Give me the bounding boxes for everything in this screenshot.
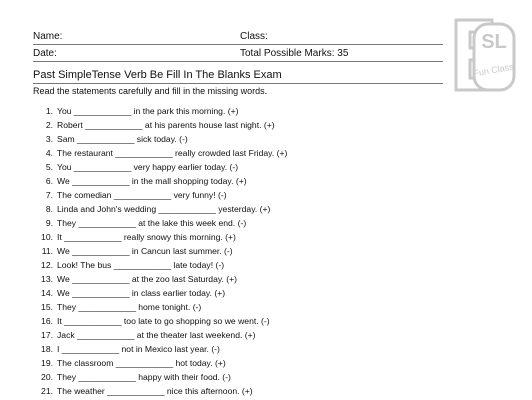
question-text: We ____________ at the zoo last Saturday. (+) <box>57 274 238 284</box>
question-item <box>31 272 451 286</box>
question-text: The weather ____________ nice this afternoon. (+) <box>57 386 253 396</box>
question-number: 9. <box>45 218 53 228</box>
question-item <box>31 314 451 328</box>
question-text: We ____________ in the mall shopping today. (+) <box>57 176 247 186</box>
question-text: Sam ____________ sick today. (-) <box>57 134 188 144</box>
question-text: The restaurant ____________ really crowded last Friday. (+) <box>57 148 288 158</box>
question-item <box>31 300 451 314</box>
question-item <box>31 328 451 342</box>
question-text: Robert ____________ at his parents house last night. (+) <box>57 120 275 130</box>
question-number: 2. <box>45 120 53 130</box>
instructions: Read the statements carefully and fill in the missing words. <box>33 86 268 96</box>
question-item <box>31 146 451 160</box>
date-label: Date: <box>33 48 57 59</box>
question-item <box>31 202 451 216</box>
question-text: The comedian ____________ very funny! (-) <box>57 190 227 200</box>
question-number: 17. <box>41 330 53 340</box>
question-number: 15. <box>41 302 53 312</box>
question-item <box>31 384 451 398</box>
question-number: 18. <box>41 344 53 354</box>
question-item <box>31 216 451 230</box>
question-number: 5. <box>45 162 53 172</box>
question-item <box>31 356 451 370</box>
question-item <box>31 342 451 356</box>
question-text: Jack ____________ at the theater last weekend. (+) <box>57 330 256 340</box>
logo-text-bottom: Fun Class <box>472 61 515 79</box>
question-number: 8. <box>45 204 53 214</box>
question-number: 21. <box>41 386 53 396</box>
question-number: 10. <box>41 232 53 242</box>
question-item <box>31 118 451 132</box>
question-text: Linda and John's wedding ____________ yesterday. (+) <box>57 204 271 214</box>
exam-title-row <box>33 67 443 84</box>
question-text: They ____________ happy with their food. (-) <box>57 372 231 382</box>
question-number: 1. <box>45 106 53 116</box>
question-number: 4. <box>45 148 53 158</box>
question-text: They ____________ at the lake this week end. (-) <box>57 218 247 228</box>
question-item <box>31 188 451 202</box>
question-text: It ____________ too late to go shopping so we went. (-) <box>57 316 270 326</box>
name-label: Name: <box>33 31 63 42</box>
question-item <box>31 286 451 300</box>
question-number: 12. <box>41 260 53 270</box>
question-item <box>31 258 451 272</box>
question-number: 11. <box>41 246 53 256</box>
question-text: The classroom ____________ hot today. (+) <box>57 358 226 368</box>
question-item <box>31 160 451 174</box>
question-item <box>31 230 451 244</box>
logo-text-top: SL <box>481 31 507 53</box>
question-text: They ____________ home tonight. (-) <box>57 302 202 312</box>
question-number: 6. <box>45 176 53 186</box>
question-item <box>31 370 451 384</box>
date-marks-row <box>33 47 443 62</box>
question-number: 13. <box>41 274 53 284</box>
question-text: I ____________ not in Mexico last year. (-) <box>57 344 220 354</box>
question-number: 20. <box>41 372 53 382</box>
question-number: 7. <box>45 190 53 200</box>
question-item <box>31 132 451 146</box>
question-text: You ____________ in the park this morning. (+) <box>57 106 239 116</box>
question-number: 14. <box>41 288 53 298</box>
question-number: 19. <box>41 358 53 368</box>
question-text: Look! The bus ____________ late today! (-) <box>57 260 225 270</box>
question-text: You ____________ very happy earlier today. (-) <box>57 162 239 172</box>
question-item <box>31 104 451 118</box>
question-number: 3. <box>45 134 53 144</box>
question-text: We ____________ in class earlier today. (+) <box>57 288 226 298</box>
name-class-row <box>33 30 443 45</box>
question-text: It ____________ really snowy this morning. (+) <box>57 232 236 242</box>
esl-fun-class-logo <box>452 18 518 98</box>
class-label: Class: <box>240 31 268 42</box>
total-marks-label: Total Possible Marks: 35 <box>240 48 349 59</box>
question-text: We ____________ in Cancun last summer. (-) <box>57 246 233 256</box>
question-item <box>31 244 451 258</box>
exam-title: Past SimpleTense Verb Be Fill In The Blanks Exam <box>33 69 282 81</box>
question-number: 16. <box>41 316 53 326</box>
question-item <box>31 174 451 188</box>
question-list <box>31 104 451 398</box>
